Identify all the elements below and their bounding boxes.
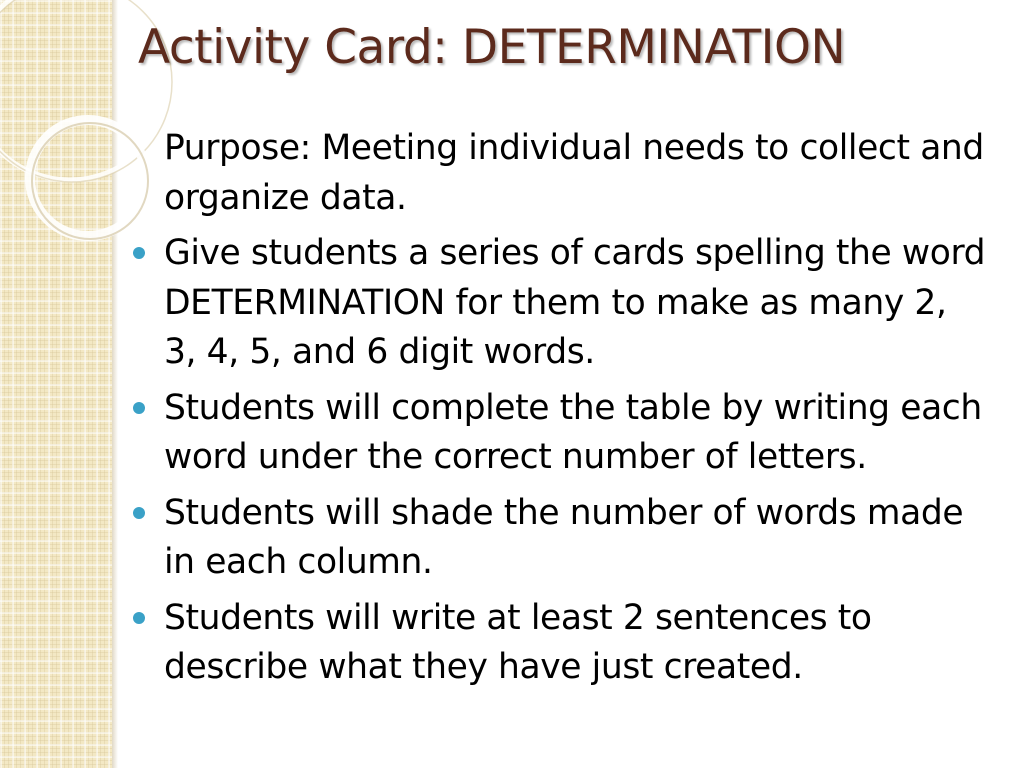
bullet-dot-icon	[133, 507, 145, 519]
strip-edge-shadow	[112, 0, 118, 768]
slide-title: Activity Card: DETERMINATION	[138, 20, 846, 75]
bullet-item	[128, 489, 988, 588]
bullet-text: Students will shade the number of words made in each column.	[164, 492, 964, 582]
purpose-text: Purpose: Meeting individual needs to collect and organize data.	[164, 128, 984, 218]
bullet-text: Students will write at least 2 sentences to describe what they have just created.	[164, 597, 872, 687]
bullet-text: Students will complete the table by writing each word under the correct number of letters.	[164, 387, 982, 477]
bullet-item	[128, 229, 988, 378]
decorative-grid-strip	[0, 0, 112, 768]
bullet-item	[128, 594, 988, 693]
purpose-paragraph	[128, 124, 988, 223]
bullet-dot-icon	[133, 402, 145, 414]
slide-body	[128, 124, 988, 699]
bullet-dot-icon	[133, 247, 145, 259]
bullet-item	[128, 384, 988, 483]
bullet-text: Give students a series of cards spelling the word DETERMINATION for them to make as many 2, 3, 4, 5, and 6 digit words.	[164, 233, 986, 372]
bullet-dot-icon	[133, 612, 145, 624]
